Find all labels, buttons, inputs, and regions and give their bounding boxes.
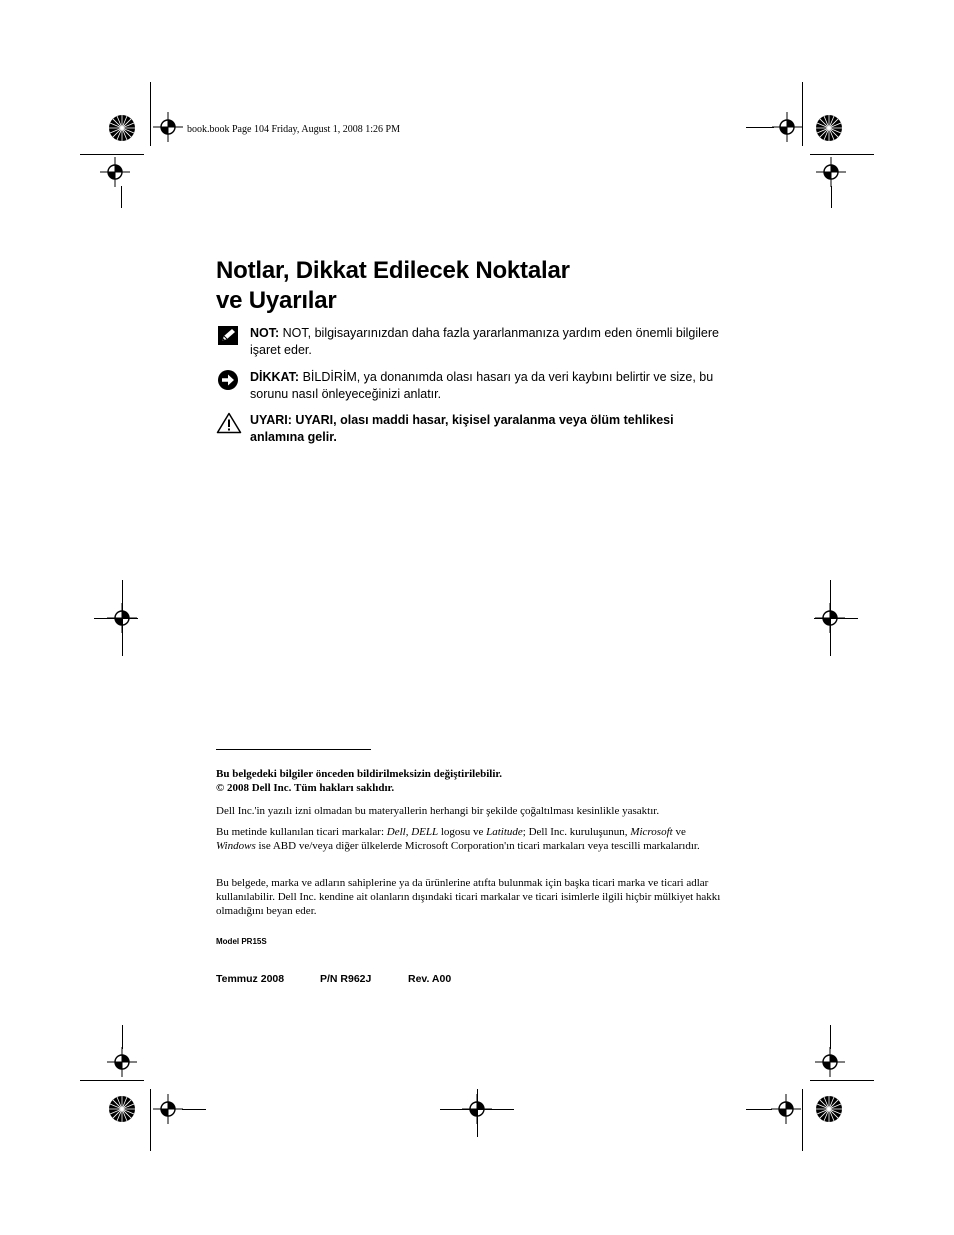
warning-notice bbox=[216, 412, 726, 446]
print-header-info: book.book Page 104 Friday, August 1, 2008 1:26 PM bbox=[187, 124, 400, 135]
warning-text-block bbox=[250, 412, 726, 446]
registration-target-icon bbox=[107, 1047, 137, 1077]
tm-microsoft: Microsoft bbox=[630, 826, 673, 838]
note-text-block bbox=[250, 325, 726, 359]
registration-target-icon bbox=[815, 1047, 845, 1077]
tm-text: , bbox=[405, 826, 412, 838]
pencil-note-icon bbox=[216, 325, 242, 347]
caution-text: BİLDİRİM, ya donanımda olası hasarı ya da veri kaybını belirtir ve size, bu sorunu nasıl önleyeceğinizi anlatır. bbox=[250, 370, 714, 401]
tm-text: Bu metinde kullanılan ticari markalar: bbox=[216, 826, 387, 838]
registration-target-icon bbox=[816, 157, 846, 187]
legal-trademarks bbox=[216, 825, 726, 853]
footer-revision: Rev. A00 bbox=[408, 973, 452, 985]
copyright-text: © 2008 Dell Inc. Tüm hakları saklıdır. bbox=[216, 782, 395, 794]
legal-reproduction bbox=[216, 804, 726, 818]
tm-dell-logo: DELL bbox=[411, 826, 439, 838]
footer-part-number: P/N R962J bbox=[320, 973, 372, 985]
tm-dell: Dell bbox=[386, 826, 406, 838]
trademarks-text bbox=[216, 825, 726, 853]
change-notice-text: Bu belgedeki bilgiler önceden bildirilmeksizin değiştirilebilir. bbox=[216, 768, 503, 780]
starburst-target-icon bbox=[815, 114, 843, 142]
warning-text: UYARI, olası maddi hasar, kişisel yaralanma veya ölüm tehlikesi anlamına gelir. bbox=[250, 413, 674, 444]
registration-target-icon bbox=[772, 112, 802, 142]
caution-label: DİKKAT: bbox=[250, 370, 300, 384]
starburst-target-icon bbox=[108, 114, 136, 142]
tm-text: ; Dell Inc. kuruluşunun, bbox=[522, 826, 631, 838]
model-number: Model PR15S bbox=[216, 937, 267, 946]
tm-text: ise ABD ve/veya diğer ülkelerde Microsoft Corporation'ın ticari markaları veya tescilli markalarıdır. bbox=[255, 840, 700, 852]
registration-target-icon bbox=[771, 1094, 801, 1124]
tm-text: ve bbox=[672, 826, 686, 838]
footer-date: Temmuz 2008 bbox=[216, 973, 285, 985]
registration-target-icon bbox=[153, 112, 183, 142]
reproduction-text: Dell Inc.'in yazılı izni olmadan bu materyallerin herhangi bir şekilde çoğaltılması kesinlikle yasaktır. bbox=[216, 805, 660, 817]
caution-notice bbox=[216, 369, 726, 403]
page-title bbox=[216, 256, 570, 316]
other-marks-text: Bu belgede, marka ve adların sahiplerine ya da ürünlerine atıfta bulunmak için başka ticari marka ve ticari adlar kullanılabilir. Dell Inc. kendine ait olanların dışındaki ticari markalar ve ticari isimlerle ilgili hiçbir mülkiyet hakkı olmadığını beyan eder. bbox=[216, 877, 721, 917]
tm-windows: Windows bbox=[216, 840, 256, 852]
warning-triangle-icon bbox=[216, 412, 242, 434]
page-title-line-1: Notlar, Dikkat Edilecek Noktalar bbox=[216, 257, 570, 284]
notice-arrow-icon bbox=[216, 369, 242, 391]
note-notice bbox=[216, 325, 726, 359]
starburst-target-icon bbox=[815, 1095, 843, 1123]
tm-text: logosu ve bbox=[438, 826, 487, 838]
caution-text-block bbox=[250, 369, 726, 403]
note-text: NOT, bilgisayarınızdan daha fazla yararlanmanıza yardım eden önemli bilgilere işaret eder. bbox=[250, 326, 719, 357]
registration-target-icon bbox=[100, 157, 130, 187]
registration-target-icon bbox=[153, 1094, 183, 1124]
page-title-line-2: ve Uyarılar bbox=[216, 287, 337, 314]
legal-other-marks bbox=[216, 876, 726, 918]
starburst-target-icon bbox=[108, 1095, 136, 1123]
note-label: NOT: bbox=[250, 326, 280, 340]
footnote-divider bbox=[216, 749, 371, 750]
warning-label: UYARI: bbox=[250, 413, 292, 427]
tm-latitude: Latitude bbox=[486, 826, 523, 838]
legal-change-notice bbox=[216, 767, 726, 795]
